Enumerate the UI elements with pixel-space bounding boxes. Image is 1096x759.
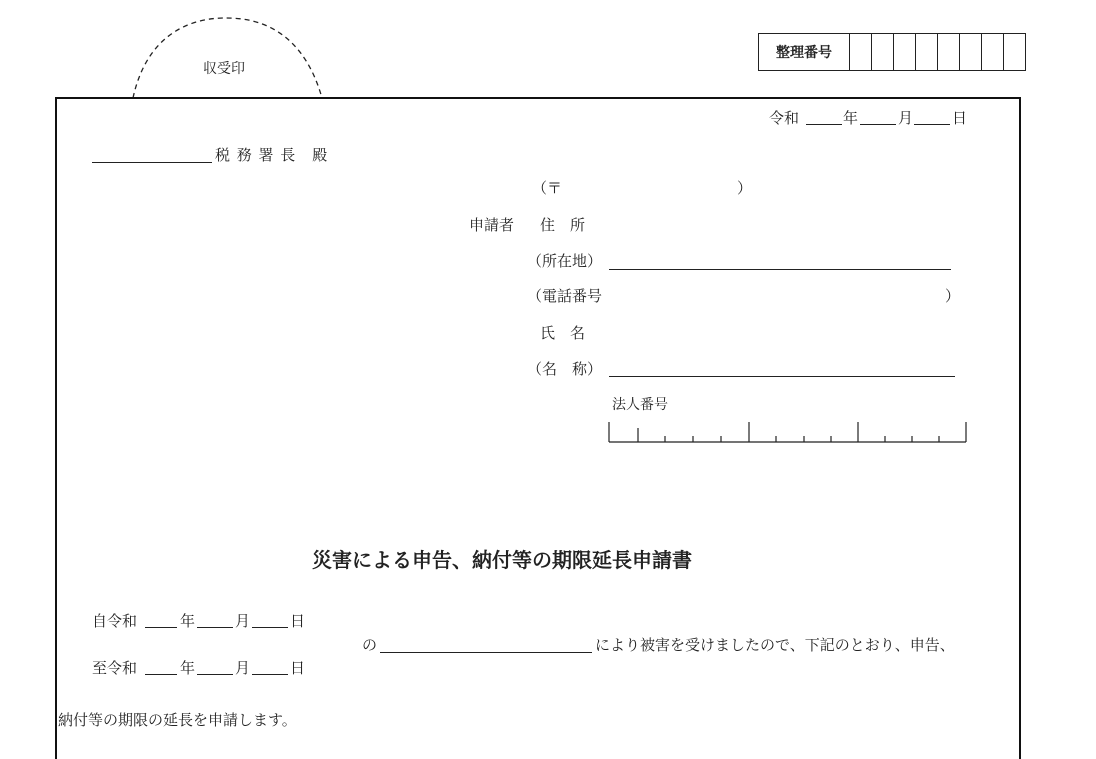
reference-cell[interactable]: [1004, 34, 1025, 70]
from-day-field[interactable]: [252, 627, 288, 628]
date-month-label: 月: [898, 109, 914, 127]
to-day-field[interactable]: [252, 674, 288, 675]
form-title: 災害による申告、納付等の期限延長申請書: [312, 548, 692, 572]
date-day-label: 日: [952, 109, 968, 127]
period-to-prefix: 至令和: [92, 659, 138, 677]
reference-cell[interactable]: [894, 34, 916, 70]
receipt-stamp-area: [0, 0, 400, 100]
corp-number-label: 法人番号: [612, 397, 668, 413]
reference-cell[interactable]: [916, 34, 938, 70]
applicant-role: 申請者: [469, 216, 515, 234]
address-field[interactable]: [609, 269, 951, 270]
corp-number-field[interactable]: [605, 420, 971, 444]
postal-close: ）: [737, 179, 753, 197]
to-month-field[interactable]: [197, 674, 233, 675]
reference-cell[interactable]: [938, 34, 960, 70]
to-year-label: 年: [180, 659, 196, 677]
reference-cell[interactable]: [850, 34, 872, 70]
date-month-field[interactable]: [860, 124, 896, 125]
address-label: 住 所: [540, 216, 586, 234]
phone-close: ）: [945, 287, 961, 305]
addressee-label: 税 務 署 長 殿: [215, 146, 329, 164]
to-year-field[interactable]: [145, 674, 177, 675]
name-label: 氏 名: [540, 324, 586, 342]
from-month-label: 月: [235, 612, 251, 630]
from-day-label: 日: [290, 612, 306, 630]
period-from-prefix: 自令和: [92, 612, 138, 630]
body-text-2: 納付等の期限の延長を申請します。: [58, 711, 297, 729]
date-day-field[interactable]: [914, 124, 950, 125]
to-day-label: 日: [290, 659, 306, 677]
reference-number-box: [758, 33, 1026, 71]
no-particle: の: [362, 636, 378, 654]
name-alt-label: （名 称）: [527, 360, 603, 378]
postal-open: （〒: [532, 179, 563, 197]
date-year-label: 年: [843, 109, 859, 127]
reference-number-label: 整理番号: [759, 34, 850, 70]
body-text-1: により被害を受けましたので、下記のとおり、申告、: [595, 636, 955, 654]
reference-cell[interactable]: [982, 34, 1004, 70]
stamp-label: 収受印: [203, 61, 245, 77]
reference-cell[interactable]: [872, 34, 894, 70]
to-month-label: 月: [235, 659, 251, 677]
name-field[interactable]: [609, 376, 955, 377]
from-year-label: 年: [180, 612, 196, 630]
address-alt-label: （所在地）: [527, 252, 603, 270]
from-year-field[interactable]: [145, 627, 177, 628]
date-era: 令和: [769, 109, 800, 127]
phone-label: （電話番号: [527, 287, 603, 305]
tax-office-field[interactable]: [92, 162, 212, 163]
reference-cell[interactable]: [960, 34, 982, 70]
from-month-field[interactable]: [197, 627, 233, 628]
disaster-name-field[interactable]: [380, 652, 592, 653]
date-year-field[interactable]: [806, 124, 842, 125]
